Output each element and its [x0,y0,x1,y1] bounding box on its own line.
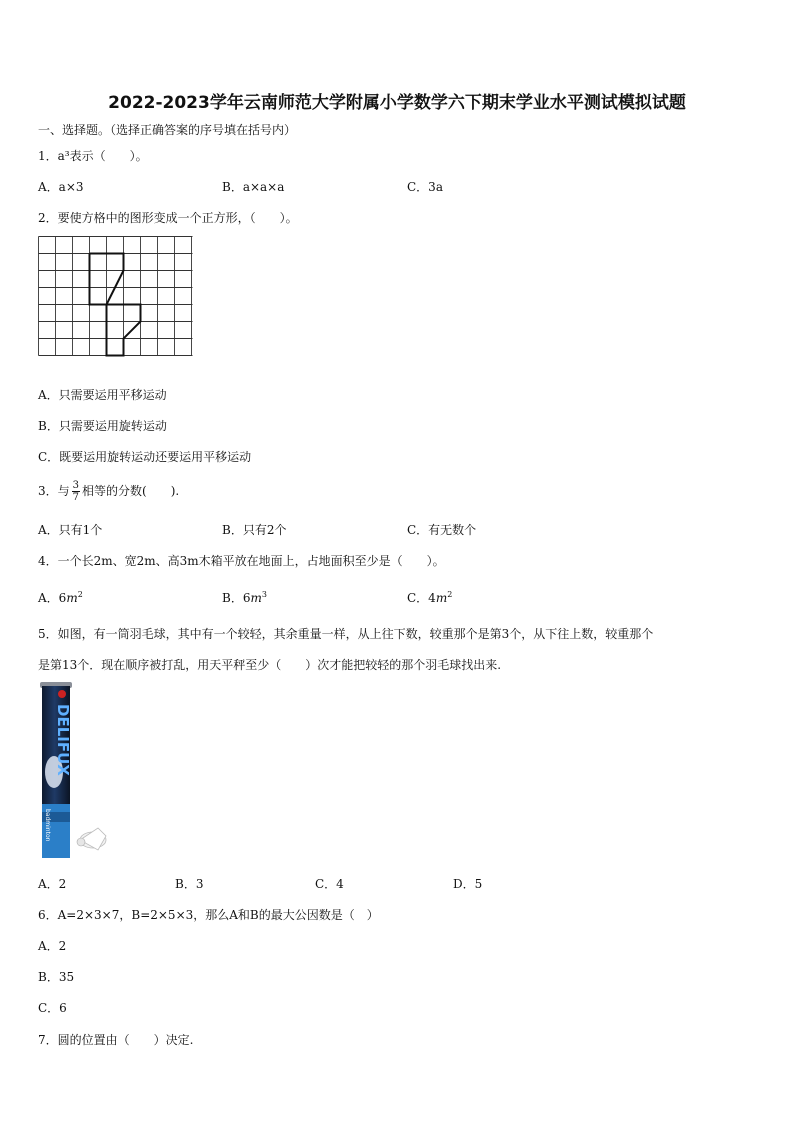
question-4-stem: 4．一个长2m、宽2m、高3m木箱平放在地面上，占地面积至少是（ ）。 [38,554,445,568]
logo-badge [58,690,66,698]
fraction [72,480,80,503]
question-2-stem: 2．要使方格中的图形变成一个正方形，（ ）。 [38,211,298,225]
question-5-option-a: A．2 [38,877,67,891]
option-label: A．6 [38,591,67,605]
question-5-option-b: B．3 [175,877,204,891]
option-label: C．4 [407,591,436,605]
question-5-line-1: 5．如图，有一筒羽毛球，其中有一个较轻，其余重量一样，从上往下数，较重那个是第3个，从下往上数，较重那个 [38,627,654,641]
question-2-option-a: A．只需要运用平移运动 [38,388,167,402]
exponent: 2 [77,590,83,599]
question-6-option-c: C．6 [38,1001,67,1015]
question-1-option-b: B．a×a×a [222,180,285,194]
question-7-stem: 7．圆的位置由（ ）决定. [38,1033,194,1047]
question-3-option-a: A．只有1个 [38,523,103,537]
question-2-option-c: C．既要运用旋转运动还要运用平移运动 [38,450,252,464]
question-5-option-c: C．4 [315,877,344,891]
question-1-option-c: C．3a [407,180,443,194]
shape-outline [90,254,141,356]
question-6-option-b: B．35 [38,970,75,984]
tube-subtitle: badminton [44,809,51,842]
square-grid-figure [38,236,194,366]
question-2-option-b: B．只需要运用旋转运动 [38,419,167,433]
question-6-stem: 6．A=2×3×7，B=2×5×3，那么A和B的最大公因数是（ ） [38,908,379,922]
question-5-line-2: 是第13个．现在顺序被打乱，用天平秤至少（ ）次才能把较轻的那个羽毛球找出来. [38,658,502,672]
question-3-option-c: C．有无数个 [407,523,477,537]
question-3-stem-suffix: 相等的分数( ). [82,484,180,498]
fraction-numerator: 3 [72,480,80,491]
exponent: 2 [447,590,453,599]
option-label: B．6 [222,591,251,605]
question-6-option-a: A．2 [38,939,67,953]
question-3-stem-prefix: 3．与 [38,484,70,498]
question-4-option-a [38,589,83,606]
section-heading: 一、选择题。（选择正确答案的序号填在括号内） [38,123,297,137]
question-3-option-b: B．只有2个 [222,523,287,537]
tube-brand: DELIFUX [54,704,72,776]
unit: m [250,591,262,605]
unit: m [66,591,78,605]
badminton-tube-image [36,682,112,862]
question-1-option-a: A．a×3 [38,180,84,194]
exponent: 3 [261,590,267,599]
question-3-stem [38,476,179,506]
page-title: 2022-2023学年云南师范大学附属小学数学六下期末学业水平测试模拟试题 [108,93,686,113]
question-4-option-b [222,589,267,606]
question-1-stem: 1．a³表示（ ）。 [38,149,148,163]
fraction-denominator: 7 [72,492,80,503]
unit: m [435,591,448,605]
question-5-option-d: D．5 [453,877,483,891]
question-4-option-c [407,589,452,606]
